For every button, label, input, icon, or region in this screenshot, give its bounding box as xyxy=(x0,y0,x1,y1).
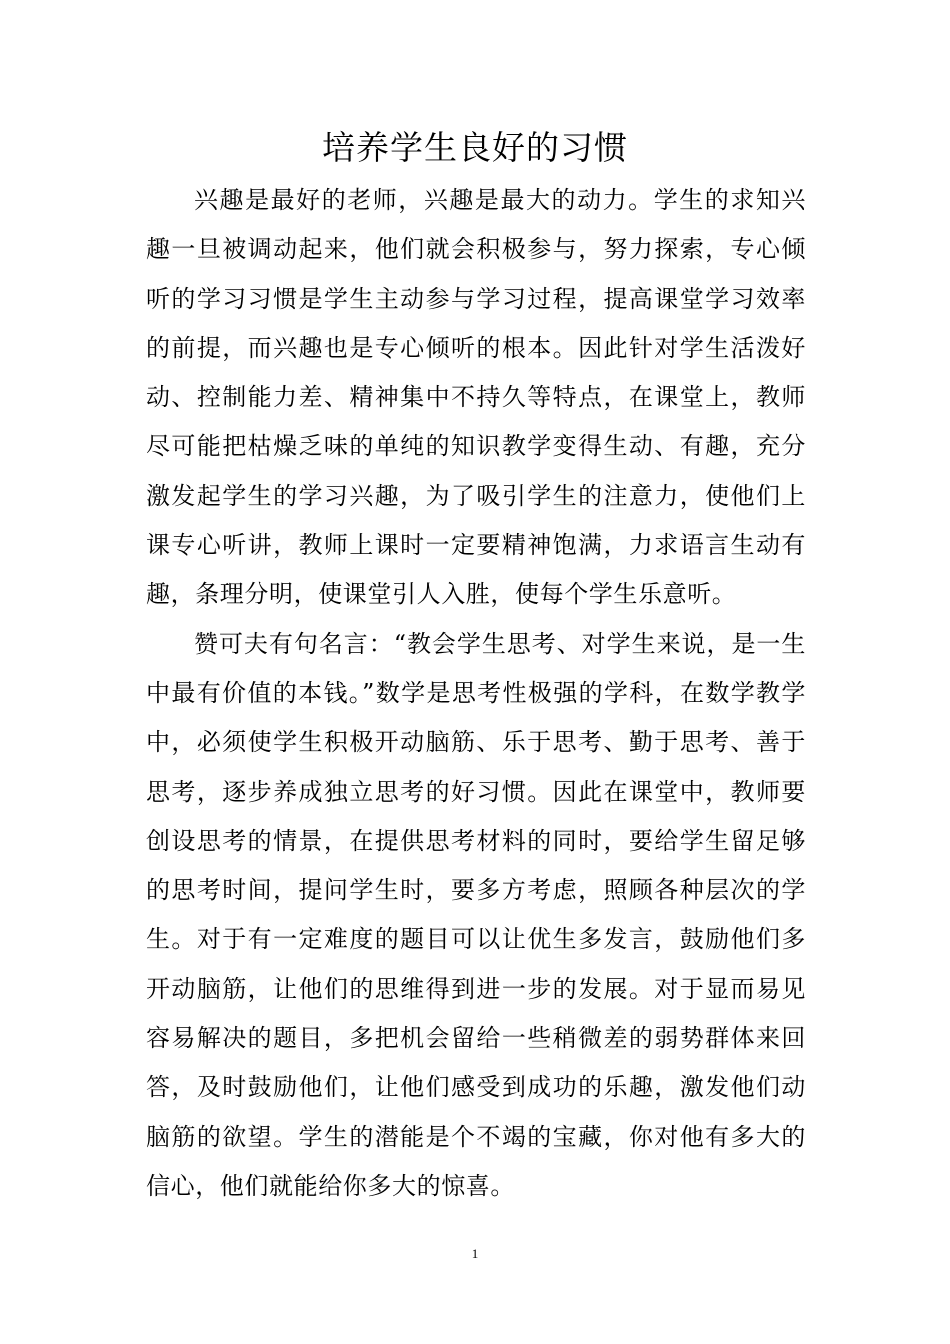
page-number: 1 xyxy=(471,1246,479,1261)
paragraph-1: 兴趣是最好的老师，兴趣是最大的动力。学生的求知兴趣一旦被调动起来，他们就会积极参与，努力探索，专心倾听的学习习惯是学生主动参与学习过程，提高课堂学习效率的前提，而兴趣也是专心倾听的根本。因此针对学生活泼好动、控制能力差、精神集中不持久等特点，在课堂上，教师尽可能把枯燥乏味的单纯的知识教学变得生动、有趣，充分激发起学生的学习兴趣，为了吸引学生的注意力，使他们上课专心听讲，教师上课时一定要精神饱满，力求语言生动有趣，条理分明，使课堂引人入胜，使每个学生乐意听。 xyxy=(146,186,806,609)
document-body xyxy=(146,176,806,1211)
document-title: 培养学生良好的习惯 xyxy=(322,128,628,167)
paragraph-2: 赞可夫有句名言：“教会学生思考、对学生来说，是一生中最有价值的本钱。”数学是思考性极强的学科，在数学教学中，必须使学生积极开动脑筋、乐于思考、勤于思考、善于思考，逐步养成独立思考的好习惯。因此在课堂中，教师要创设思考的情景，在提供思考材料的同时，要给学生留足够的思考时间，提问学生时，要多方考虑，照顾各种层次的学生。对于有一定难度的题目可以让优生多发言，鼓励他们多开动脑筋，让他们的思维得到进一步的发展。对于显而易见容易解决的题目，多把机会留给一些稍微差的弱势群体来回答，及时鼓励他们，让他们感受到成功的乐趣，激发他们动脑筋的欲望。学生的潜能是个不竭的宝藏，你对他有多大的信心，他们就能给你多大的惊喜。 xyxy=(146,629,806,1200)
